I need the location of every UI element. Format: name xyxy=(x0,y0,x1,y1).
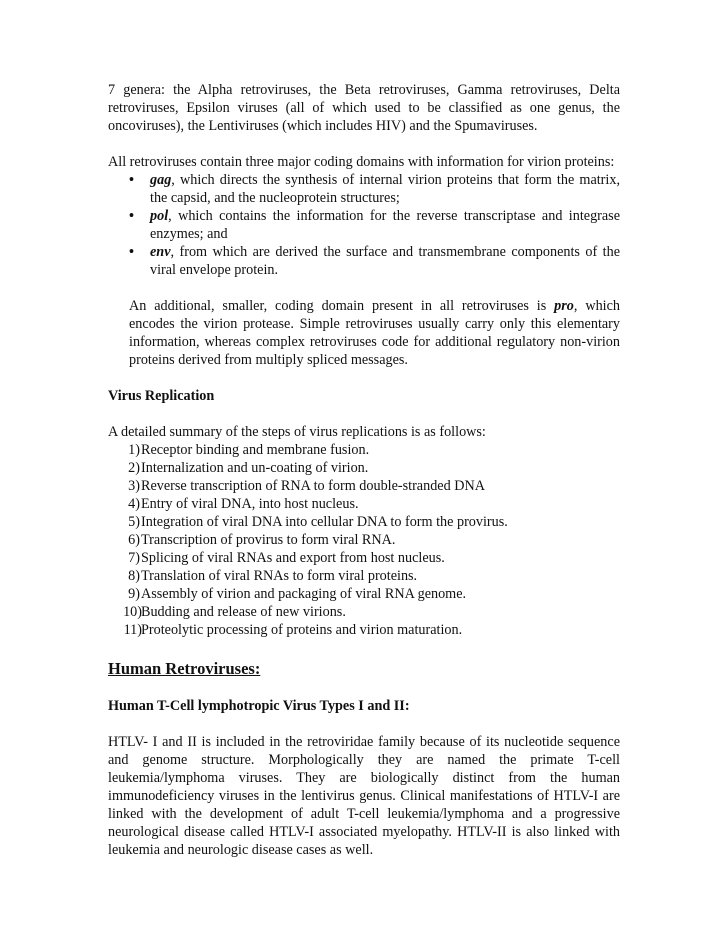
step-number: 5) xyxy=(128,514,140,530)
virus-replication-lead: A detailed summary of the steps of virus replications is as follows: xyxy=(108,424,486,440)
bullet-icon: • xyxy=(129,172,134,188)
pro-term: pro xyxy=(554,298,574,314)
bullet-icon: • xyxy=(129,244,134,260)
intro-paragraph: 7 genera: the Alpha retroviruses, the Beta retroviruses, Gamma retroviruses, Delta retroviruses, Epsilon viruses (all of which used to be classified as one genus, the oncoviruses), the Lentiviruses (which includes HIV) and the Spumaviruses. xyxy=(108,82,620,134)
step-text: Entry of viral DNA, into host nucleus. xyxy=(141,496,359,512)
list-item xyxy=(108,603,620,621)
step-number: 8) xyxy=(128,568,140,584)
step-number: 6) xyxy=(128,532,140,548)
domain-description: , from which are derived the surface and transmembrane components of the viral envelope protein. xyxy=(150,244,620,278)
step-text: Reverse transcription of RNA to form double-stranded DNA xyxy=(141,478,485,494)
list-item xyxy=(108,207,620,243)
step-text: Splicing of viral RNAs and export from host nucleus. xyxy=(141,550,445,566)
human-retroviruses-heading: Human Retroviruses: xyxy=(108,659,261,678)
list-item xyxy=(108,531,620,549)
bullet-icon: • xyxy=(129,208,134,224)
pro-text-before: An additional, smaller, coding domain present in all retroviruses is xyxy=(129,298,555,314)
step-number: 11) xyxy=(123,622,142,638)
list-item xyxy=(108,477,620,495)
list-item xyxy=(108,441,620,459)
step-number: 3) xyxy=(128,478,140,494)
coding-domains-list xyxy=(108,171,620,279)
domain-description: , which contains the information for the reverse transcriptase and integrase enzymes; and xyxy=(150,208,620,242)
step-text: Translation of viral RNAs to form viral proteins. xyxy=(141,568,418,584)
step-number: 9) xyxy=(128,586,140,602)
step-text: Assembly of virion and packaging of viral RNA genome. xyxy=(141,586,467,602)
replication-steps-list xyxy=(108,441,620,639)
step-number: 1) xyxy=(128,442,140,458)
step-text: Budding and release of new virions. xyxy=(141,604,346,620)
step-text: Internalization and un-coating of virion. xyxy=(141,460,369,476)
list-item xyxy=(108,567,620,585)
virus-replication-title: Virus Replication xyxy=(108,388,215,404)
htlv-paragraph: HTLV- I and II is included in the retroviridae family because of its nucleotide sequence and genome structure. Morphologically they are named the primate T-cell leukemia/lymphoma viruses. They are biologically distinct from the human immunodeficiency viruses in the lentivirus genus. Clinical manifestations of HTLV-I are linked with the development of adult T-cell leukemia/lymphoma and a progressive neurological disease called HTLV-I associated myelopathy. HTLV-II is also linked with leukemia and neurologic disease cases as well. xyxy=(108,734,620,858)
domain-description: , which directs the synthesis of internal virion proteins that form the matrix, the capsid, and the nucleoprotein structures; xyxy=(150,172,620,206)
step-number: 7) xyxy=(128,550,140,566)
step-text: Proteolytic processing of proteins and virion maturation. xyxy=(141,622,463,638)
list-item xyxy=(108,171,620,207)
coding-domains-lead: All retroviruses contain three major coding domains with information for virion proteins: xyxy=(108,154,615,170)
domain-term: pol xyxy=(150,208,169,224)
list-item xyxy=(108,621,620,639)
step-number: 10) xyxy=(123,604,142,620)
domain-term: env xyxy=(150,244,171,260)
step-text: Receptor binding and membrane fusion. xyxy=(141,442,370,458)
list-item xyxy=(108,549,620,567)
pro-text-after: , which encodes the virion protease. Simple retroviruses usually carry only this elementary information, whereas complex retroviruses code for additional regulatory non-virion proteins derived from multiply spliced messages. xyxy=(129,298,620,368)
htlv-subheading: Human T-Cell lymphotropic Virus Types I and II: xyxy=(108,698,410,714)
list-item xyxy=(108,459,620,477)
step-text: Transcription of provirus to form viral RNA. xyxy=(141,532,396,548)
list-item xyxy=(108,243,620,279)
list-item xyxy=(108,513,620,531)
list-item xyxy=(108,585,620,603)
step-number: 2) xyxy=(128,460,140,476)
step-number: 4) xyxy=(128,496,140,512)
list-item xyxy=(108,495,620,513)
step-text: Integration of viral DNA into cellular DNA to form the provirus. xyxy=(141,514,508,530)
page-content xyxy=(108,81,620,859)
pro-domain-paragraph xyxy=(108,297,620,369)
domain-term: gag xyxy=(150,172,172,188)
